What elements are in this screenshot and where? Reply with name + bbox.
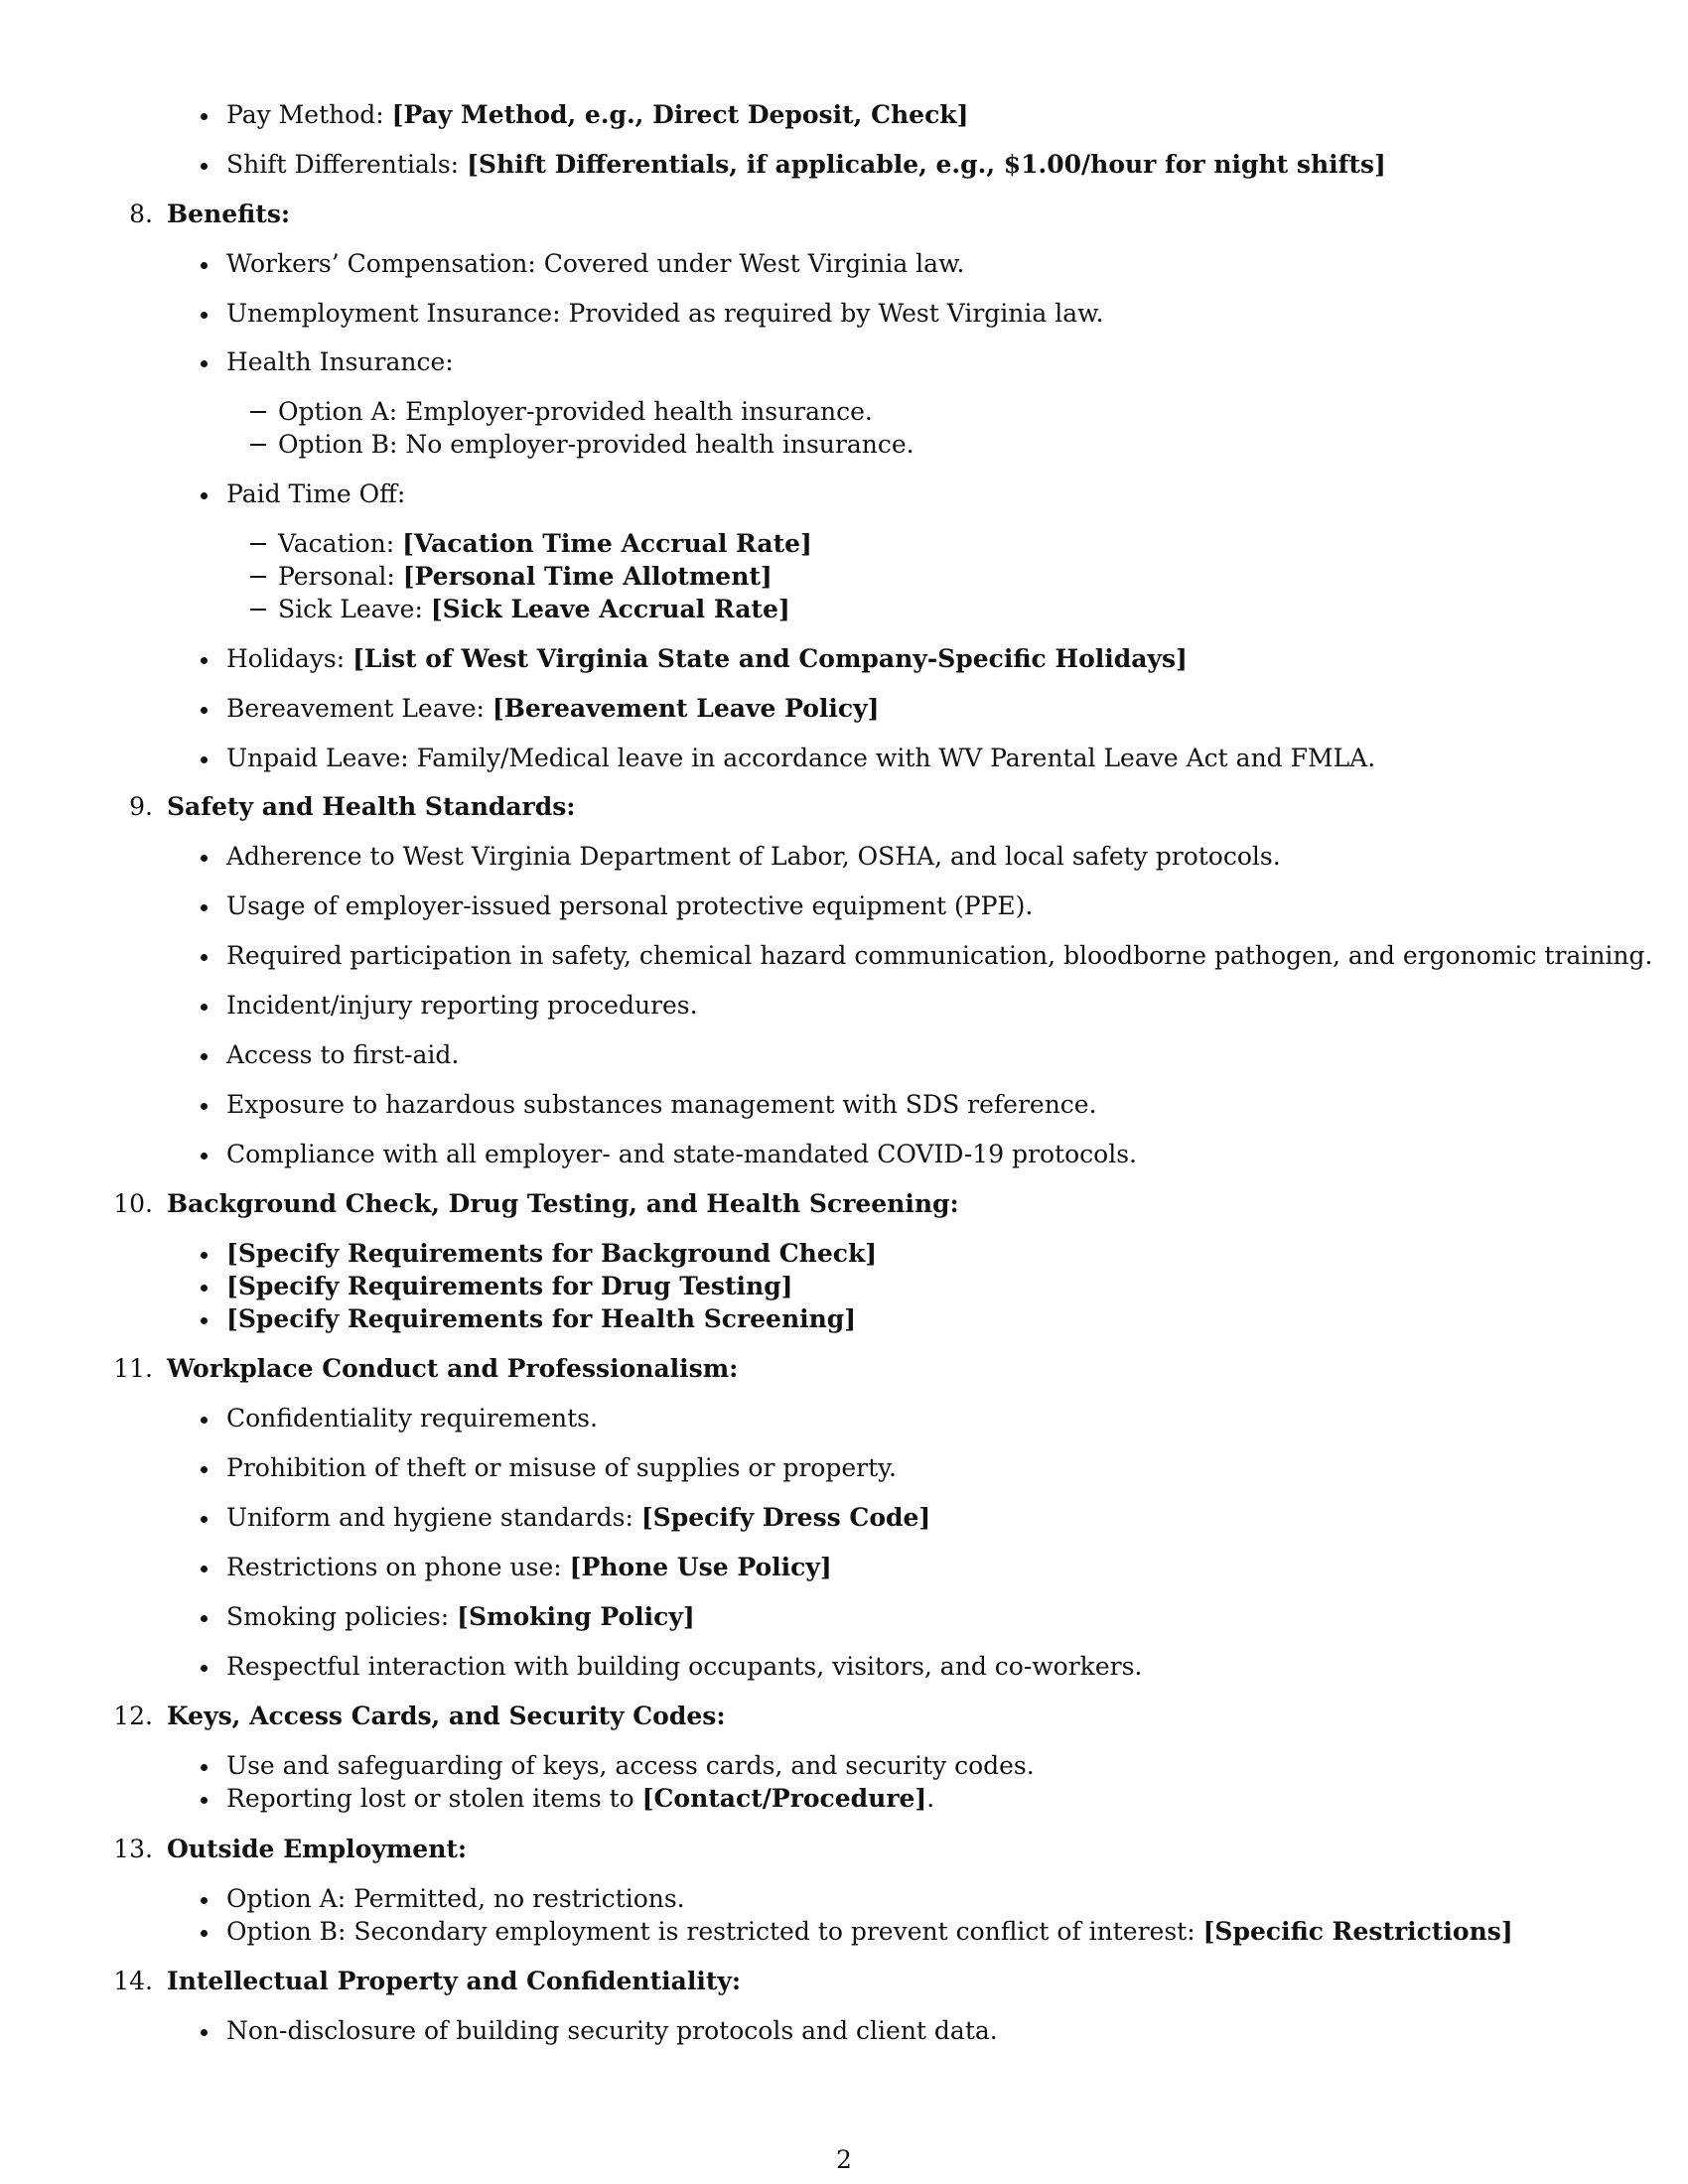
bullet	[201, 1153, 208, 1160]
bullet	[201, 855, 208, 862]
sub-item: Option B: No employer-provided health insurance.	[278, 430, 914, 459]
bullet	[201, 1053, 208, 1060]
dash-marker	[250, 411, 266, 413]
bullet	[201, 1615, 208, 1622]
sub-item-sick: Sick Leave: [Sick Leave Accrual Rate]	[278, 595, 790, 623]
smoking-item: Smoking policies: [Smoking Policy]	[226, 1602, 695, 1631]
list-item: Respectful interaction with building occupants, visitors, and co-workers.	[226, 1652, 1143, 1681]
bullet	[201, 2029, 208, 2036]
list-item: Workers’ Compensation: Covered under West Virginia law.	[226, 249, 965, 278]
bullet	[201, 1764, 208, 1771]
list-item: Compliance with all employer- and state-mandated COVID-19 protocols.	[226, 1140, 1137, 1168]
list-item: [Specify Requirements for Background Check]	[226, 1239, 878, 1268]
bullet	[201, 1417, 208, 1424]
list-item: Required participation in safety, chemical hazard communication, bloodborne pathogen, and ergonomic training.	[226, 941, 1653, 970]
section-title-intellectual-property: Intellectual Property and Confidentiality:	[167, 1967, 742, 1995]
bereavement-item: Bereavement Leave: [Bereavement Leave Policy]	[226, 694, 880, 723]
bullet	[201, 954, 208, 961]
dash-marker	[250, 576, 266, 578]
sub-item-vacation: Vacation: [Vacation Time Accrual Rate]	[278, 529, 812, 558]
list-item: Paid Time Off:	[226, 479, 406, 508]
section-number: 10.	[113, 1189, 153, 1218]
bullet	[201, 756, 208, 763]
dash-marker	[250, 543, 266, 545]
bullet	[201, 1797, 208, 1804]
bullet	[201, 262, 208, 269]
bullet	[201, 492, 208, 499]
list-item: [Specify Requirements for Drug Testing]	[226, 1272, 793, 1300]
section-number: 14.	[113, 1967, 153, 1995]
section-number: 8.	[129, 200, 153, 228]
bullet	[201, 312, 208, 319]
bullet	[201, 113, 208, 120]
bullet	[201, 360, 208, 367]
list-item: Health Insurance:	[226, 347, 454, 376]
bullet	[201, 1566, 208, 1572]
list-item: Adherence to West Virginia Department of Labor, OSHA, and local safety protocols.	[226, 842, 1281, 871]
bullet	[201, 1930, 208, 1937]
bullet	[201, 1103, 208, 1110]
bullet	[201, 163, 208, 170]
list-item: Unemployment Insurance: Provided as required by West Virginia law.	[226, 299, 1104, 328]
holidays-item: Holidays: [List of West Virginia State and Company-Specific Holidays]	[226, 644, 1188, 673]
list-item: Incident/injury reporting procedures.	[226, 991, 698, 1020]
page-number: 2	[836, 2145, 852, 2174]
list-item: Exposure to hazardous substances management with SDS reference.	[226, 1090, 1097, 1119]
section-number: 13.	[113, 1835, 153, 1863]
section-title-outside-employment: Outside Employment:	[167, 1835, 468, 1863]
bullet	[201, 1285, 208, 1292]
bullet	[201, 1665, 208, 1672]
list-item: Non-disclosure of building security protocols and client data.	[226, 2016, 998, 2045]
section-title-keys: Keys, Access Cards, and Security Codes:	[167, 1702, 726, 1730]
section-number: 11.	[113, 1354, 153, 1383]
bullet	[201, 1516, 208, 1523]
list-item: Use and safeguarding of keys, access cards, and security codes.	[226, 1751, 1035, 1780]
bullet	[201, 1466, 208, 1473]
list-item: Unpaid Leave: Family/Medical leave in accordance with WV Parental Leave Act and FMLA.	[226, 744, 1376, 772]
option-b-item: Option B: Secondary employment is restricted to prevent conflict of interest: [Specific Restrictions]	[226, 1917, 1513, 1946]
bullet	[201, 1004, 208, 1011]
section-number: 9.	[129, 792, 153, 821]
list-item: Option A: Permitted, no restrictions.	[226, 1884, 685, 1913]
report-item: Reporting lost or stolen items to [Contact/Procedure].	[226, 1784, 935, 1813]
dash-marker	[250, 444, 266, 446]
bullet	[201, 707, 208, 714]
list-item: Usage of employer-issued personal protective equipment (PPE).	[226, 891, 1034, 920]
uniform-item: Uniform and hygiene standards: [Specify Dress Code]	[226, 1503, 931, 1532]
bullet	[201, 904, 208, 911]
section-title-benefits: Benefits:	[167, 200, 291, 228]
bullet	[201, 1317, 208, 1324]
phone-item: Restrictions on phone use: [Phone Use Policy]	[226, 1553, 832, 1581]
bullet	[201, 1897, 208, 1904]
section-number: 12.	[113, 1702, 153, 1730]
shift-differentials-item: Shift Differentials: [Shift Differentials, if applicable, e.g., $1.00/hour for night shifts]	[226, 150, 1386, 179]
section-title-conduct: Workplace Conduct and Professionalism:	[167, 1354, 739, 1383]
sub-item: Option A: Employer-provided health insurance.	[278, 397, 873, 426]
list-item: Prohibition of theft or misuse of supplies or property.	[226, 1453, 897, 1482]
bullet	[201, 1252, 208, 1259]
list-item: Confidentiality requirements.	[226, 1404, 598, 1433]
section-title-background-check: Background Check, Drug Testing, and Health Screening:	[167, 1189, 959, 1218]
pay-method-item: Pay Method: [Pay Method, e.g., Direct Deposit, Check]	[226, 100, 969, 129]
list-item: Access to first-aid.	[226, 1040, 460, 1069]
bullet	[201, 657, 208, 664]
dash-marker	[250, 609, 266, 611]
section-title-safety: Safety and Health Standards:	[167, 792, 576, 821]
sub-item-personal: Personal: [Personal Time Allotment]	[278, 562, 773, 591]
list-item: [Specify Requirements for Health Screening]	[226, 1304, 857, 1333]
